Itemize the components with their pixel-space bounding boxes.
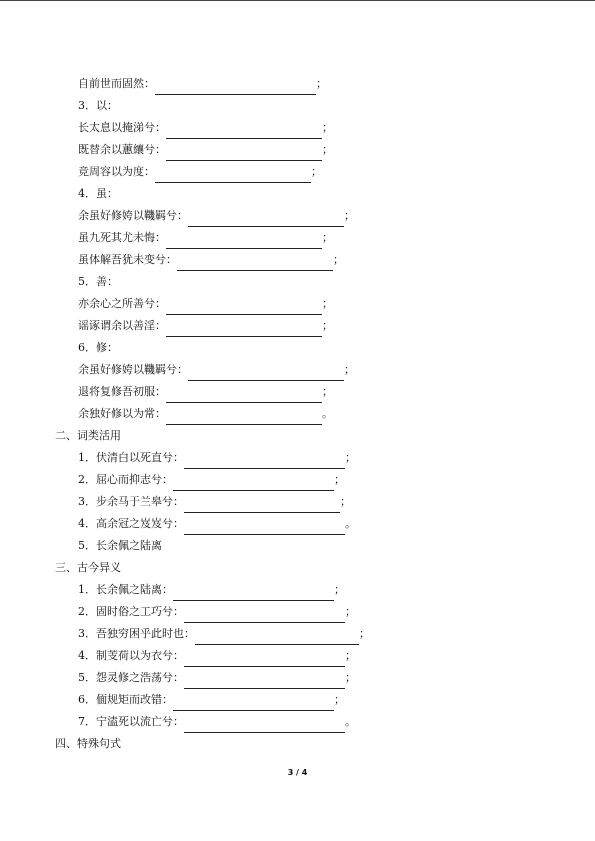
exercise-line — [0, 513, 595, 535]
end-punct: ； — [334, 583, 345, 596]
page-number: 3 / 4 — [287, 768, 308, 777]
end-punct: ； — [340, 495, 351, 508]
exercise-line — [0, 227, 595, 249]
prompt-text: 7．宁溘死以流亡兮： — [78, 715, 184, 728]
exercise-line — [0, 469, 595, 491]
exercise-line — [0, 601, 595, 623]
prompt-text: 既替余以蕙纕兮： — [78, 143, 166, 156]
answer-blank[interactable] — [155, 78, 316, 95]
answer-blank[interactable] — [155, 166, 311, 183]
prompt-text: 4．制芰荷以为衣兮： — [78, 649, 184, 662]
end-punct: ； — [344, 209, 355, 222]
end-punct: ； — [359, 627, 370, 640]
answer-blank[interactable] — [184, 452, 345, 469]
section-heading: 四、特殊句式 — [55, 737, 121, 750]
exercise-line — [0, 73, 595, 95]
end-punct: ； — [311, 165, 322, 178]
prompt-text: 5．怨灵修之浩荡兮： — [78, 671, 184, 684]
end-punct: 。 — [345, 517, 356, 530]
end-punct: ； — [322, 143, 333, 156]
subheading: 6．修： — [78, 341, 118, 354]
end-punct: ； — [333, 253, 344, 266]
exercise-line — [0, 667, 595, 689]
exercise-line — [0, 711, 595, 733]
end-punct: ； — [334, 473, 345, 486]
prompt-text: 5．长余佩之陆离 — [78, 539, 162, 552]
exercise-line — [0, 139, 595, 161]
worksheet-body — [0, 73, 595, 755]
exercise-line — [0, 447, 595, 469]
exercise-line — [0, 381, 595, 403]
end-punct: ； — [322, 231, 333, 244]
prompt-text: 3．步余马于兰皋兮： — [78, 495, 184, 508]
answer-blank[interactable] — [184, 672, 345, 689]
end-punct: ； — [345, 649, 356, 662]
answer-blank[interactable] — [184, 606, 345, 623]
prompt-text: 亦余心之所善兮： — [78, 297, 166, 310]
answer-blank[interactable] — [173, 474, 334, 491]
prompt-text: 2．固时俗之工巧兮： — [78, 605, 184, 618]
prompt-text: 谣诼谓余以善淫： — [78, 319, 166, 332]
answer-blank[interactable] — [173, 694, 334, 711]
answer-blank[interactable] — [166, 232, 322, 249]
exercise-line — [0, 117, 595, 139]
exercise-line — [0, 623, 595, 645]
section-heading: 三、古今异义 — [55, 561, 121, 574]
prompt-text: 长太息以掩涕兮： — [78, 121, 166, 134]
end-punct: 。 — [345, 715, 356, 728]
prompt-text: 1．伏清白以死直兮： — [78, 451, 184, 464]
end-punct: ； — [334, 693, 345, 706]
end-punct: ； — [322, 319, 333, 332]
end-punct: ； — [322, 385, 333, 398]
answer-blank[interactable] — [184, 496, 340, 513]
prompt-text: 1．长余佩之陆离： — [78, 583, 173, 596]
prompt-text: 2．屈心而抑志兮： — [78, 473, 173, 486]
end-punct: ； — [322, 297, 333, 310]
end-punct: ； — [344, 363, 355, 376]
subheading: 4．虽： — [78, 187, 118, 200]
subheading: 3．以： — [78, 99, 118, 112]
answer-blank[interactable] — [166, 144, 322, 161]
end-punct: ； — [316, 77, 327, 90]
exercise-line — [0, 535, 595, 557]
answer-blank[interactable] — [184, 518, 345, 535]
prompt-text: 退将复修吾初服： — [78, 385, 166, 398]
answer-blank[interactable] — [173, 584, 334, 601]
answer-blank[interactable] — [166, 320, 322, 337]
exercise-line — [0, 293, 595, 315]
prompt-text: 虽九死其尤未悔： — [78, 231, 166, 244]
exercise-line — [0, 359, 595, 381]
end-punct: ； — [322, 121, 333, 134]
answer-blank[interactable] — [177, 254, 333, 271]
answer-blank[interactable] — [195, 628, 359, 645]
prompt-text: 余虽好修姱以鞿羁兮： — [78, 363, 188, 376]
exercise-line — [0, 579, 595, 601]
prompt-text: 4．高余冠之岌岌兮： — [78, 517, 184, 530]
end-punct: 。 — [322, 407, 333, 420]
end-punct: ； — [345, 671, 356, 684]
answer-blank[interactable] — [184, 716, 345, 733]
top-border — [0, 0, 595, 1]
end-punct: ； — [345, 605, 356, 618]
exercise-line — [0, 645, 595, 667]
answer-blank[interactable] — [184, 650, 345, 667]
prompt-text: 虽体解吾犹未变兮： — [78, 253, 177, 266]
end-punct: ； — [345, 451, 356, 464]
exercise-line — [0, 491, 595, 513]
answer-blank[interactable] — [166, 122, 322, 139]
answer-blank[interactable] — [166, 408, 322, 425]
exercise-line — [0, 689, 595, 711]
answer-blank[interactable] — [188, 364, 344, 381]
prompt-text: 自前世而固然： — [78, 77, 155, 90]
prompt-text: 6．偭规矩而改错： — [78, 693, 173, 706]
exercise-line — [0, 315, 595, 337]
subheading: 5．善： — [78, 275, 118, 288]
section-heading: 二、词类活用 — [55, 429, 121, 442]
exercise-line — [0, 249, 595, 271]
exercise-line — [0, 161, 595, 183]
exercise-line — [0, 205, 595, 227]
answer-blank[interactable] — [188, 210, 344, 227]
prompt-text: 余独好修以为常： — [78, 407, 166, 420]
prompt-text: 余虽好修姱以鞿羁兮： — [78, 209, 188, 222]
exercise-line — [0, 403, 595, 425]
answer-blank[interactable] — [166, 298, 322, 315]
prompt-text: 3．吾独穷困乎此时也： — [78, 627, 195, 640]
prompt-text: 竞周容以为度： — [78, 165, 155, 178]
answer-blank[interactable] — [166, 386, 322, 403]
